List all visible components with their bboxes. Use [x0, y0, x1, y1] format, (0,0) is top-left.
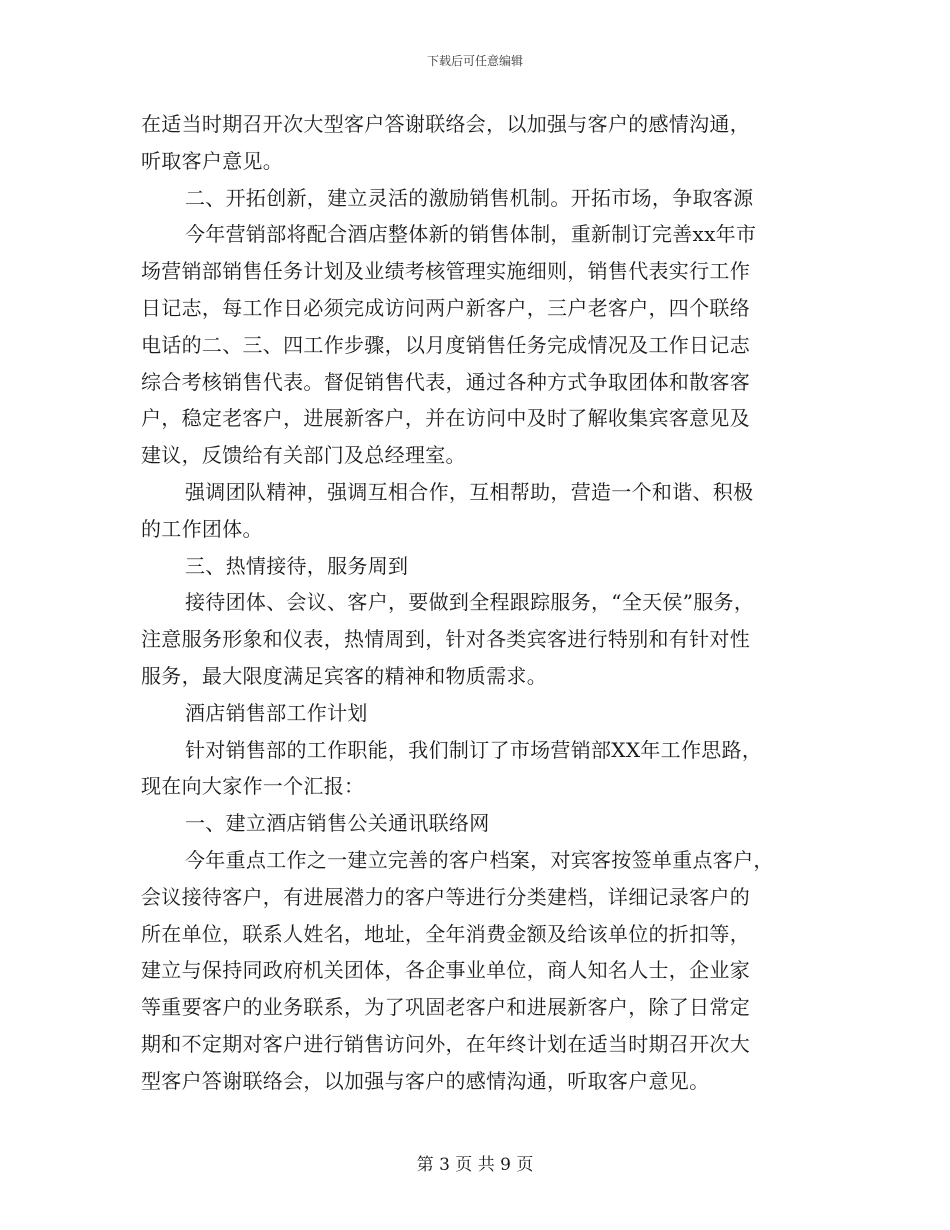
text-line: 在适当时期召开次大型客户答谢联络会，以加强与客户的感情沟通，: [141, 112, 750, 136]
text-line: 会议接待客户，有进展潜力的客户等进行分类建档，详细记录客户的: [141, 884, 750, 909]
text-line: 所在单位，联系人姓名，地址，全年消费金额及给该单位的折扣等，: [141, 921, 750, 946]
text-line: 等重要客户的业务联系，为了巩固老客户和进展新客户，除了日常定: [141, 995, 750, 1020]
text-line: 今年重点工作之一建立完善的客户档案，对宾客按签单重点客户，: [185, 847, 774, 872]
text-line: 针对销售部的工作职能，我们制订了市场营销部XX年工作思路，: [185, 737, 763, 762]
text-line: 电话的二、三、四工作步骤，以月度销售任务完成情况及工作日记志: [141, 332, 750, 357]
text-line: 建议，反馈给有关部门及总经理室。: [141, 443, 466, 468]
text-line: 注意服务形象和仪表，热情周到，针对各类宾客进行特别和有针对性: [141, 627, 750, 652]
section-heading: 二、开拓创新，建立灵活的激励销售机制。开拓市场，争取客源: [185, 185, 754, 210]
text-line: 的工作团体。: [141, 516, 263, 541]
section-heading: 三、热情接待，服务周到: [185, 553, 409, 578]
header-note: 下载后可任意编辑: [426, 54, 523, 68]
page-number-footer: 第 3 页 共 9 页: [416, 1155, 534, 1175]
section-heading: 一、建立酒店销售公关通讯联络网: [185, 811, 490, 836]
text-line: 接待团体、会议、客户，要做到全程跟踪服务，“全天侯”服务，: [185, 590, 755, 615]
document-body: [141, 106, 809, 1100]
text-line: 综合考核销售代表。督促销售代表，通过各种方式争取团体和散客客: [141, 369, 750, 394]
text-line: 型客户答谢联络会，以加强与客户的感情沟通，听取客户意见。: [141, 1068, 710, 1093]
text-line: 场营销部销售任务计划及业绩考核管理实施细则，销售代表实行工作: [141, 259, 750, 284]
text-line: 建立与保持同政府机关团体，各企事业单位，商人知名人士，企业家: [141, 958, 750, 983]
text-line: 今年营销部将配合酒店整体新的销售体制，重新制订完善xx年市: [185, 222, 757, 247]
text-line: 现在向大家作一个汇报：: [141, 774, 365, 799]
text-line: 服务，最大限度满足宾客的精神和物质需求。: [141, 663, 547, 688]
text-line: 户，稳定老客户，进展新客户，并在访问中及时了解收集宾客意见及: [141, 406, 750, 431]
text-line: 期和不定期对客户进行销售访问外，在年终计划在适当时期召开次大: [141, 1031, 750, 1056]
document-title: 酒店销售部工作计划: [185, 700, 368, 725]
text-line: 听取客户意见。: [141, 148, 284, 173]
text-line: 强调团队精神，强调互相合作，互相帮助，营造一个和谐、积极: [185, 479, 754, 504]
text-line: 日记志，每工作日必须完成访问两户新客户，三户老客户，四个联络: [141, 295, 750, 320]
